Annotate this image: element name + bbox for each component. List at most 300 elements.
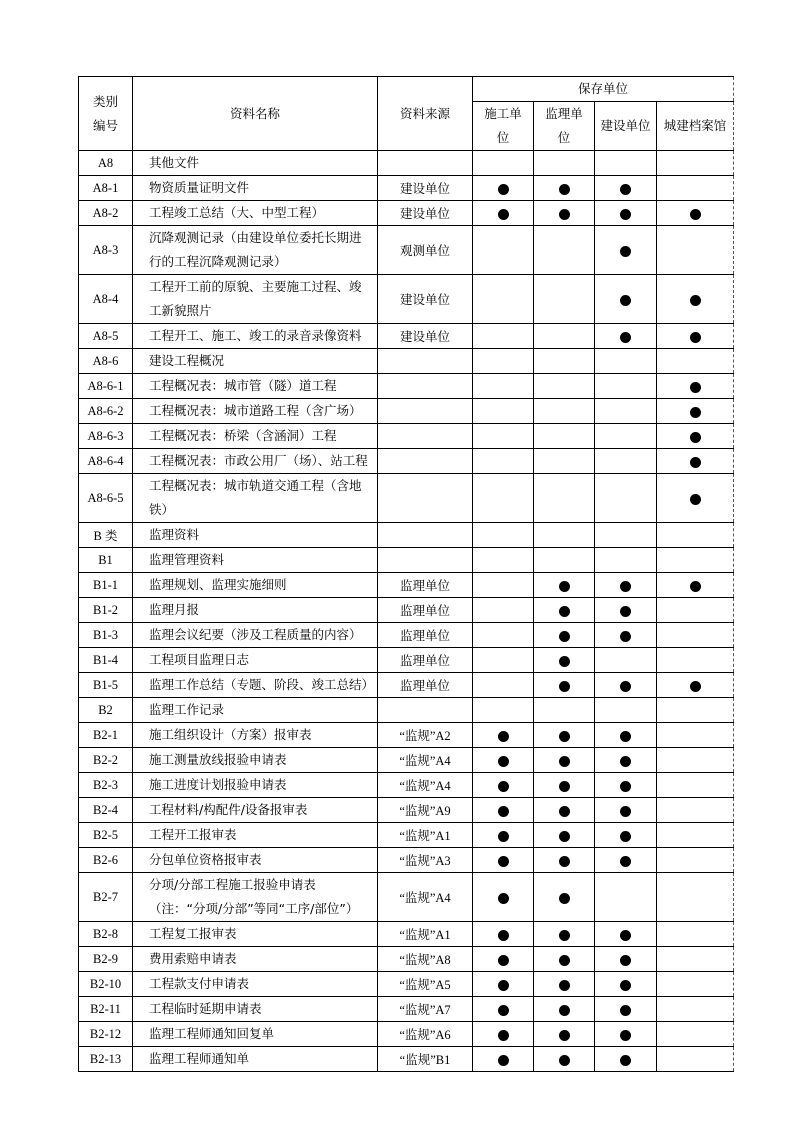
filled-circle-icon — [498, 980, 509, 991]
mark-construction — [473, 1047, 534, 1072]
row-name: 监理规划、监理实施细则 — [133, 573, 378, 598]
filled-circle-icon — [559, 209, 570, 220]
mark-construction — [473, 226, 534, 275]
row-code: B1-4 — [79, 648, 133, 673]
mark-supervision — [534, 823, 595, 848]
mark-construction — [473, 922, 534, 947]
filled-circle-icon — [620, 806, 631, 817]
mark-archive — [657, 523, 734, 548]
row-source: 监理单位 — [378, 598, 473, 623]
row-source — [378, 349, 473, 374]
table-row — [79, 424, 734, 449]
filled-circle-icon — [690, 295, 701, 306]
filled-circle-icon — [498, 856, 509, 867]
mark-supervision — [534, 349, 595, 374]
table-row — [79, 848, 734, 873]
filled-circle-icon — [690, 457, 701, 468]
filled-circle-icon — [559, 955, 570, 966]
filled-circle-icon — [620, 631, 631, 642]
table-row — [79, 922, 734, 947]
table-row — [79, 698, 734, 723]
row-code: B1-5 — [79, 673, 133, 698]
mark-construction — [473, 324, 534, 349]
row-source: “监规”A4 — [378, 748, 473, 773]
row-name: 工程临时延期申请表 — [133, 997, 378, 1022]
mark-archive — [657, 848, 734, 873]
filled-circle-icon — [498, 893, 509, 904]
mark-archive — [657, 151, 734, 176]
mark-supervision — [534, 176, 595, 201]
row-code: B1-1 — [79, 573, 133, 598]
mark-owner — [595, 374, 657, 399]
filled-circle-icon — [559, 831, 570, 842]
filled-circle-icon — [559, 681, 570, 692]
table-row — [79, 947, 734, 972]
mark-construction — [473, 873, 534, 922]
row-name: 监理工作记录 — [133, 698, 378, 723]
row-name: 工程开工、施工、竣工的录音录像资料 — [133, 324, 378, 349]
mark-owner — [595, 922, 657, 947]
mark-supervision — [534, 1047, 595, 1072]
mark-construction — [473, 474, 534, 523]
table-row — [79, 523, 734, 548]
mark-owner — [595, 748, 657, 773]
row-name: 工程概况表：市政公用厂（场）、站工程 — [133, 449, 378, 474]
mark-archive — [657, 823, 734, 848]
mark-supervision — [534, 424, 595, 449]
row-source: 建设单位 — [378, 201, 473, 226]
mark-supervision — [534, 275, 595, 324]
mark-construction — [473, 1022, 534, 1047]
mark-archive — [657, 873, 734, 922]
header-storage-group: 保存单位 — [473, 77, 734, 102]
mark-construction — [473, 723, 534, 748]
filled-circle-icon — [620, 209, 631, 220]
mark-owner — [595, 947, 657, 972]
mark-archive — [657, 773, 734, 798]
filled-circle-icon — [559, 606, 570, 617]
row-source: “监规”A3 — [378, 848, 473, 873]
row-code: A8 — [79, 151, 133, 176]
archive-table — [78, 76, 734, 1072]
mark-owner — [595, 773, 657, 798]
row-code: B 类 — [79, 523, 133, 548]
row-name: 建设工程概况 — [133, 349, 378, 374]
row-source: “监规”A4 — [378, 873, 473, 922]
table-row — [79, 623, 734, 648]
filled-circle-icon — [498, 1055, 509, 1066]
row-name: 工程概况表：城市道路工程（含广场） — [133, 399, 378, 424]
table-row — [79, 176, 734, 201]
mark-owner — [595, 523, 657, 548]
mark-archive — [657, 349, 734, 374]
row-source: “监规”A1 — [378, 823, 473, 848]
header-unit-construction: 施工单 位 — [473, 102, 534, 151]
mark-owner — [595, 176, 657, 201]
table-row — [79, 748, 734, 773]
mark-construction — [473, 573, 534, 598]
row-source — [378, 449, 473, 474]
table-row — [79, 873, 734, 922]
mark-owner — [595, 324, 657, 349]
row-code: A8-6 — [79, 349, 133, 374]
mark-supervision — [534, 449, 595, 474]
mark-owner — [595, 848, 657, 873]
mark-archive — [657, 275, 734, 324]
row-code: A8-1 — [79, 176, 133, 201]
row-name: 工程竣工总结（大、中型工程） — [133, 201, 378, 226]
filled-circle-icon — [498, 731, 509, 742]
filled-circle-icon — [620, 856, 631, 867]
mark-supervision — [534, 748, 595, 773]
filled-circle-icon — [559, 1030, 570, 1041]
row-source: “监规”A5 — [378, 972, 473, 997]
header-unit-supervision: 监理单 位 — [534, 102, 595, 151]
table-row — [79, 997, 734, 1022]
mark-supervision — [534, 623, 595, 648]
row-source: “监规”A8 — [378, 947, 473, 972]
mark-archive — [657, 623, 734, 648]
mark-owner — [595, 1022, 657, 1047]
mark-archive — [657, 997, 734, 1022]
mark-supervision — [534, 598, 595, 623]
mark-owner — [595, 623, 657, 648]
mark-owner — [595, 798, 657, 823]
row-source: 监理单位 — [378, 648, 473, 673]
mark-construction — [473, 748, 534, 773]
row-source: “监规”B1 — [378, 1047, 473, 1072]
row-name: 监理资料 — [133, 523, 378, 548]
mark-supervision — [534, 997, 595, 1022]
header-unit-owner: 建设单位 — [595, 102, 657, 151]
header-code-line1: 类别 — [92, 93, 118, 109]
row-source: 监理单位 — [378, 623, 473, 648]
mark-owner — [595, 151, 657, 176]
mark-owner — [595, 598, 657, 623]
row-code: A8-3 — [79, 226, 133, 275]
mark-owner — [595, 972, 657, 997]
mark-construction — [473, 176, 534, 201]
table-row — [79, 474, 734, 523]
table-row — [79, 823, 734, 848]
filled-circle-icon — [690, 332, 701, 343]
mark-construction — [473, 997, 534, 1022]
filled-circle-icon — [559, 1055, 570, 1066]
mark-owner — [595, 424, 657, 449]
filled-circle-icon — [559, 856, 570, 867]
mark-construction — [473, 349, 534, 374]
row-source: “监规”A6 — [378, 1022, 473, 1047]
filled-circle-icon — [559, 893, 570, 904]
mark-archive — [657, 226, 734, 275]
filled-circle-icon — [690, 581, 701, 592]
filled-circle-icon — [690, 407, 701, 418]
header-name: 资料名称 — [133, 77, 378, 151]
row-name: 施工组织设计（方案）报审表 — [133, 723, 378, 748]
mark-archive — [657, 598, 734, 623]
row-code: A8-5 — [79, 324, 133, 349]
table-row — [79, 324, 734, 349]
row-name: 工程开工报审表 — [133, 823, 378, 848]
row-name: 分包单位资格报审表 — [133, 848, 378, 873]
table-row — [79, 226, 734, 275]
row-name: 工程概况表：桥梁（含涵洞）工程 — [133, 424, 378, 449]
row-code: B1 — [79, 548, 133, 573]
table-row — [79, 723, 734, 748]
row-name: 施工测量放线报验申请表 — [133, 748, 378, 773]
row-code: B2-3 — [79, 773, 133, 798]
row-source: 监理单位 — [378, 673, 473, 698]
filled-circle-icon — [498, 806, 509, 817]
row-name: 工程材料/构配件/设备报审表 — [133, 798, 378, 823]
mark-archive — [657, 1022, 734, 1047]
table-row — [79, 201, 734, 226]
mark-supervision — [534, 573, 595, 598]
row-code: A8-2 — [79, 201, 133, 226]
row-name: 沉降观测记录（由建设单位委托长期进行的工程沉降观测记录） — [133, 226, 378, 275]
mark-supervision — [534, 226, 595, 275]
filled-circle-icon — [559, 930, 570, 941]
mark-owner — [595, 474, 657, 523]
row-source: 建设单位 — [378, 275, 473, 324]
filled-circle-icon — [620, 955, 631, 966]
row-source — [378, 474, 473, 523]
mark-archive — [657, 201, 734, 226]
mark-owner — [595, 275, 657, 324]
filled-circle-icon — [690, 382, 701, 393]
row-source — [378, 151, 473, 176]
filled-circle-icon — [620, 831, 631, 842]
mark-supervision — [534, 922, 595, 947]
row-name: 监理工程师通知回复单 — [133, 1022, 378, 1047]
filled-circle-icon — [498, 756, 509, 767]
mark-construction — [473, 424, 534, 449]
header-code-line2: 编号 — [92, 117, 118, 133]
mark-archive — [657, 324, 734, 349]
row-code: A8-4 — [79, 275, 133, 324]
filled-circle-icon — [498, 955, 509, 966]
mark-archive — [657, 548, 734, 573]
row-code: B2-6 — [79, 848, 133, 873]
row-code: B2-1 — [79, 723, 133, 748]
row-code: A8-6-5 — [79, 474, 133, 523]
row-name: 工程开工前的原貌、主要施工过程、竣工新貌照片 — [133, 275, 378, 324]
filled-circle-icon — [559, 656, 570, 667]
mark-construction — [473, 848, 534, 873]
filled-circle-icon — [620, 184, 631, 195]
row-name: 监理月报 — [133, 598, 378, 623]
mark-supervision — [534, 798, 595, 823]
table-row — [79, 798, 734, 823]
mark-supervision — [534, 773, 595, 798]
mark-owner — [595, 449, 657, 474]
row-name: 施工进度计划报验申请表 — [133, 773, 378, 798]
filled-circle-icon — [620, 606, 631, 617]
filled-circle-icon — [690, 681, 701, 692]
filled-circle-icon — [498, 930, 509, 941]
mark-construction — [473, 449, 534, 474]
row-name: 分项/分部工程施工报验申请表（注：“分项/分部”等同“工序/部位”） — [133, 873, 378, 922]
mark-owner — [595, 673, 657, 698]
mark-owner — [595, 698, 657, 723]
row-source: “监规”A1 — [378, 922, 473, 947]
table-row — [79, 598, 734, 623]
mark-construction — [473, 648, 534, 673]
row-code: B2-5 — [79, 823, 133, 848]
row-code: B2-4 — [79, 798, 133, 823]
table-row — [79, 399, 734, 424]
filled-circle-icon — [559, 806, 570, 817]
row-source: 建设单位 — [378, 324, 473, 349]
row-source: “监规”A7 — [378, 997, 473, 1022]
row-code: B2-11 — [79, 997, 133, 1022]
mark-owner — [595, 349, 657, 374]
table-row — [79, 972, 734, 997]
table-body — [79, 151, 734, 1072]
row-code: B2-9 — [79, 947, 133, 972]
mark-archive — [657, 176, 734, 201]
row-source — [378, 698, 473, 723]
filled-circle-icon — [559, 581, 570, 592]
row-code: B2-2 — [79, 748, 133, 773]
filled-circle-icon — [559, 184, 570, 195]
mark-construction — [473, 399, 534, 424]
row-source: 监理单位 — [378, 573, 473, 598]
row-name: 监理工程师通知单 — [133, 1047, 378, 1072]
mark-owner — [595, 548, 657, 573]
row-name: 其他文件 — [133, 151, 378, 176]
row-name: 费用索赔申请表 — [133, 947, 378, 972]
filled-circle-icon — [620, 781, 631, 792]
row-code: B2-12 — [79, 1022, 133, 1047]
row-name: 工程款支付申请表 — [133, 972, 378, 997]
filled-circle-icon — [620, 1055, 631, 1066]
mark-archive — [657, 798, 734, 823]
row-name: 工程项目监理日志 — [133, 648, 378, 673]
filled-circle-icon — [620, 1005, 631, 1016]
filled-circle-icon — [498, 184, 509, 195]
mark-archive — [657, 399, 734, 424]
mark-owner — [595, 823, 657, 848]
mark-owner — [595, 997, 657, 1022]
mark-supervision — [534, 548, 595, 573]
mark-archive — [657, 922, 734, 947]
filled-circle-icon — [559, 980, 570, 991]
mark-owner — [595, 1047, 657, 1072]
mark-supervision — [534, 1022, 595, 1047]
row-source — [378, 548, 473, 573]
mark-supervision — [534, 698, 595, 723]
mark-archive — [657, 648, 734, 673]
row-code: A8-6-3 — [79, 424, 133, 449]
filled-circle-icon — [559, 1005, 570, 1016]
mark-supervision — [534, 972, 595, 997]
mark-construction — [473, 151, 534, 176]
header-code — [79, 77, 133, 151]
mark-supervision — [534, 723, 595, 748]
row-code: B1-2 — [79, 598, 133, 623]
mark-supervision — [534, 873, 595, 922]
filled-circle-icon — [559, 781, 570, 792]
mark-archive — [657, 474, 734, 523]
mark-construction — [473, 623, 534, 648]
mark-supervision — [534, 673, 595, 698]
mark-owner — [595, 723, 657, 748]
row-code: B2 — [79, 698, 133, 723]
row-code: A8-6-1 — [79, 374, 133, 399]
filled-circle-icon — [620, 930, 631, 941]
filled-circle-icon — [620, 295, 631, 306]
row-code: A8-6-4 — [79, 449, 133, 474]
row-code: B2-13 — [79, 1047, 133, 1072]
table-row — [79, 548, 734, 573]
row-name: 工程概况表：城市管（隧）道工程 — [133, 374, 378, 399]
table-row — [79, 1047, 734, 1072]
row-source: 建设单位 — [378, 176, 473, 201]
filled-circle-icon — [690, 209, 701, 220]
mark-construction — [473, 798, 534, 823]
filled-circle-icon — [559, 731, 570, 742]
filled-circle-icon — [559, 631, 570, 642]
header-source: 资料来源 — [378, 77, 473, 151]
filled-circle-icon — [620, 980, 631, 991]
filled-circle-icon — [620, 581, 631, 592]
table-row — [79, 773, 734, 798]
row-code: B2-7 — [79, 873, 133, 922]
filled-circle-icon — [620, 246, 631, 257]
mark-construction — [473, 773, 534, 798]
row-name: 监理管理资料 — [133, 548, 378, 573]
mark-owner — [595, 873, 657, 922]
mark-construction — [473, 598, 534, 623]
row-source — [378, 424, 473, 449]
table-row — [79, 151, 734, 176]
row-source — [378, 374, 473, 399]
row-code: B2-10 — [79, 972, 133, 997]
table-row — [79, 374, 734, 399]
mark-construction — [473, 201, 534, 226]
mark-construction — [473, 698, 534, 723]
row-source: “监规”A4 — [378, 773, 473, 798]
filled-circle-icon — [498, 781, 509, 792]
row-code: A8-6-2 — [79, 399, 133, 424]
row-source: “监规”A2 — [378, 723, 473, 748]
filled-circle-icon — [620, 731, 631, 742]
mark-supervision — [534, 848, 595, 873]
mark-construction — [473, 947, 534, 972]
mark-archive — [657, 449, 734, 474]
mark-archive — [657, 972, 734, 997]
table-row — [79, 573, 734, 598]
mark-archive — [657, 673, 734, 698]
row-name: 监理工作总结（专题、阶段、竣工总结） — [133, 673, 378, 698]
mark-construction — [473, 673, 534, 698]
table-row — [79, 1022, 734, 1047]
row-source — [378, 399, 473, 424]
mark-supervision — [534, 947, 595, 972]
row-source: “监规”A9 — [378, 798, 473, 823]
filled-circle-icon — [690, 494, 701, 505]
table-row — [79, 449, 734, 474]
mark-archive — [657, 573, 734, 598]
row-name: 工程复工报审表 — [133, 922, 378, 947]
mark-construction — [473, 275, 534, 324]
row-name: 物资质量证明文件 — [133, 176, 378, 201]
filled-circle-icon — [620, 1030, 631, 1041]
filled-circle-icon — [620, 756, 631, 767]
mark-archive — [657, 748, 734, 773]
mark-archive — [657, 723, 734, 748]
